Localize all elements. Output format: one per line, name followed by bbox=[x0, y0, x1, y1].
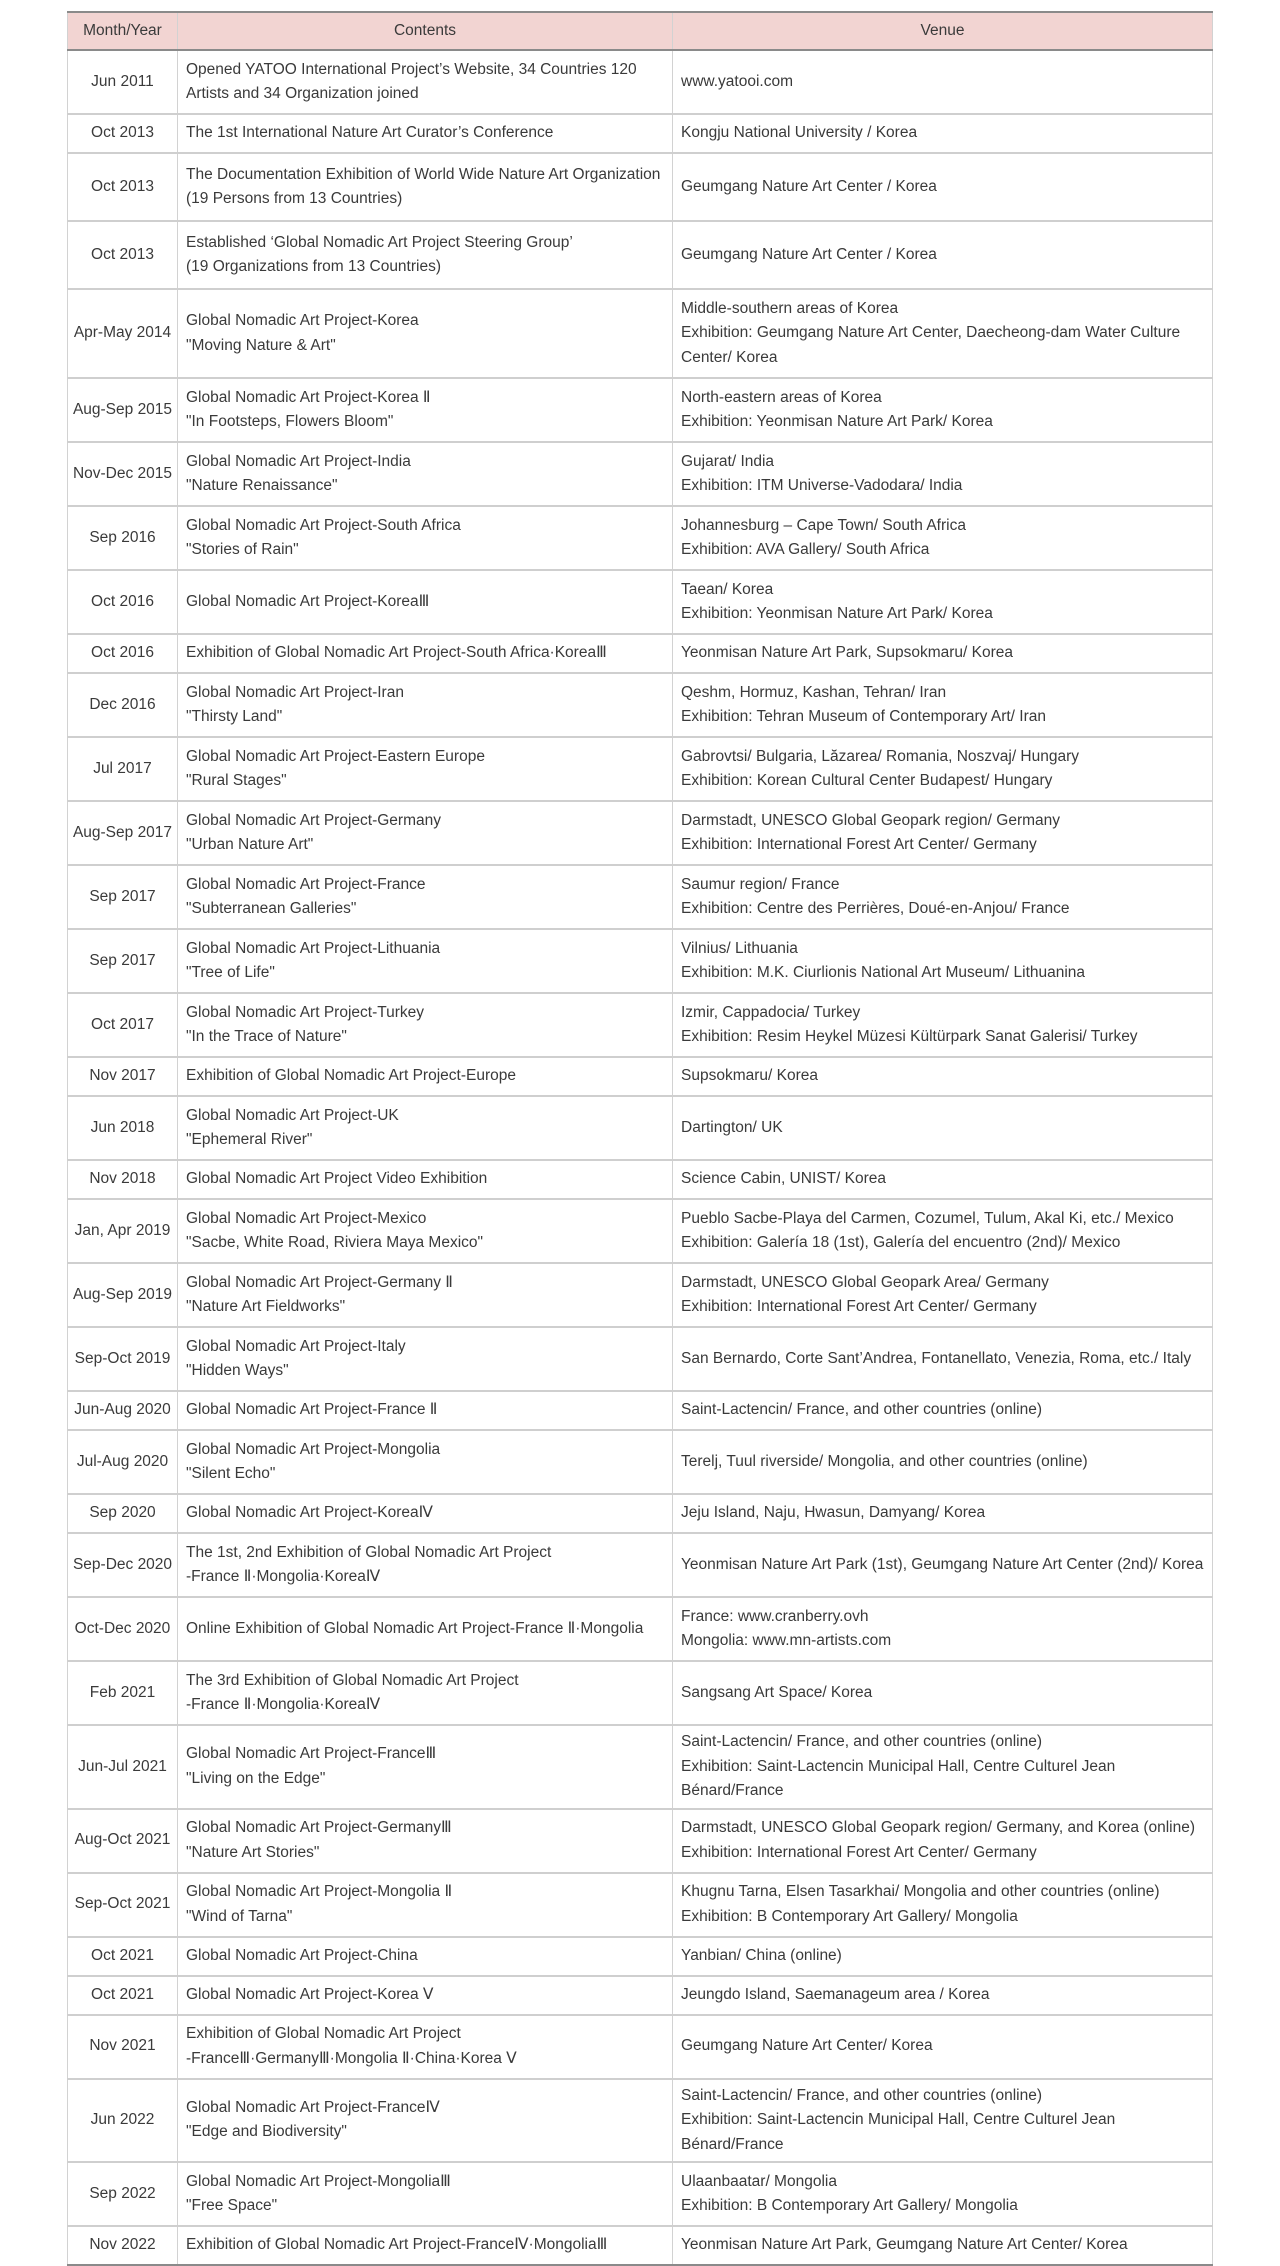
table-row bbox=[68, 737, 1213, 801]
timeline-table bbox=[67, 11, 1213, 2266]
cell-venue: Geumgang Nature Art Center/ Korea bbox=[673, 2015, 1213, 2079]
cell-contents: Global Nomadic Art Project-Korea "Moving Nature & Art" bbox=[178, 289, 673, 378]
cell-contents: Opened YATOO International Project’s Website, 34 Countries 120 Artists and 34 Organization joined bbox=[178, 50, 673, 114]
table-row bbox=[68, 1661, 1213, 1725]
cell-venue: Darmstadt, UNESCO Global Geopark region/ Germany Exhibition: International Forest Art Center/ Germany bbox=[673, 801, 1213, 865]
cell-contents: Global Nomadic Art Project-Mongolia "Silent Echo" bbox=[178, 1430, 673, 1494]
cell-date: Sep 2017 bbox=[68, 929, 178, 993]
cell-contents: Global Nomadic Art Project-Korea Ⅴ bbox=[178, 1976, 673, 2015]
cell-date: Sep 2020 bbox=[68, 1494, 178, 1533]
cell-contents: Global Nomadic Art Project-South Africa "Stories of Rain" bbox=[178, 506, 673, 570]
cell-contents: Global Nomadic Art Project-KoreaⅢ bbox=[178, 570, 673, 634]
table-row bbox=[68, 1494, 1213, 1533]
cell-venue: San Bernardo, Corte Sant’Andrea, Fontanellato, Venezia, Roma, etc./ Italy bbox=[673, 1327, 1213, 1391]
table-row bbox=[68, 1057, 1213, 1096]
table-header-row bbox=[68, 12, 1213, 50]
table-row bbox=[68, 289, 1213, 378]
cell-contents: Global Nomadic Art Project-FranceⅢ "Living on the Edge" bbox=[178, 1725, 673, 1809]
cell-contents: Global Nomadic Art Project-Turkey "In the Trace of Nature" bbox=[178, 993, 673, 1057]
cell-contents: Global Nomadic Art Project-India "Nature Renaissance" bbox=[178, 442, 673, 506]
table-row bbox=[68, 1533, 1213, 1597]
cell-contents: Global Nomadic Art Project-China bbox=[178, 1937, 673, 1976]
table-row bbox=[68, 634, 1213, 673]
cell-date: Aug-Sep 2015 bbox=[68, 378, 178, 442]
cell-date: Jun 2022 bbox=[68, 2079, 178, 2163]
cell-contents: Exhibition of Global Nomadic Art Project -FranceⅢ·GermanyⅢ·Mongolia Ⅱ·China·Korea Ⅴ bbox=[178, 2015, 673, 2079]
table-row bbox=[68, 1160, 1213, 1199]
cell-date: Jul 2017 bbox=[68, 737, 178, 801]
table-row bbox=[68, 1976, 1213, 2015]
cell-venue: Yanbian/ China (online) bbox=[673, 1937, 1213, 1976]
cell-contents: Global Nomadic Art Project-MongoliaⅢ "Free Space" bbox=[178, 2162, 673, 2226]
cell-date: Jun 2011 bbox=[68, 50, 178, 114]
cell-contents: Online Exhibition of Global Nomadic Art Project-France Ⅱ·Mongolia bbox=[178, 1597, 673, 1661]
cell-venue: Khugnu Tarna, Elsen Tasarkhai/ Mongolia and other countries (online) Exhibition: B Contemporary Art Gallery/ Mongolia bbox=[673, 1873, 1213, 1937]
timeline-table-container bbox=[67, 11, 1212, 2266]
table-row bbox=[68, 2015, 1213, 2079]
cell-contents: Global Nomadic Art Project-UK "Ephemeral River" bbox=[178, 1096, 673, 1160]
cell-date: Oct 2021 bbox=[68, 1976, 178, 2015]
table-body bbox=[68, 50, 1213, 2265]
cell-venue: Saint-Lactencin/ France, and other countries (online) Exhibition: Saint-Lactencin Municipal Hall, Centre Culturel Jean Bénard/France bbox=[673, 1725, 1213, 1809]
cell-contents: Global Nomadic Art Project-GermanyⅢ "Nature Art Stories" bbox=[178, 1809, 673, 1873]
table-row bbox=[68, 1263, 1213, 1327]
cell-venue: Kongju National University / Korea bbox=[673, 114, 1213, 153]
table-row bbox=[68, 1391, 1213, 1430]
cell-date: Nov 2018 bbox=[68, 1160, 178, 1199]
cell-contents: Global Nomadic Art Project-Eastern Europe "Rural Stages" bbox=[178, 737, 673, 801]
header-month-year: Month/Year bbox=[68, 12, 178, 50]
cell-venue: Saint-Lactencin/ France, and other countries (online) Exhibition: Saint-Lactencin Municipal Hall, Centre Culturel Jean Bénard/France bbox=[673, 2079, 1213, 2163]
cell-venue: Darmstadt, UNESCO Global Geopark Area/ Germany Exhibition: International Forest Art Center/ Germany bbox=[673, 1263, 1213, 1327]
table-row bbox=[68, 1430, 1213, 1494]
table-row bbox=[68, 1199, 1213, 1263]
table-row bbox=[68, 865, 1213, 929]
cell-date: Jul-Aug 2020 bbox=[68, 1430, 178, 1494]
cell-date: Jun-Jul 2021 bbox=[68, 1725, 178, 1809]
cell-date: Dec 2016 bbox=[68, 673, 178, 737]
cell-contents: Global Nomadic Art Project Video Exhibition bbox=[178, 1160, 673, 1199]
cell-date: Sep-Oct 2021 bbox=[68, 1873, 178, 1937]
cell-date: Oct-Dec 2020 bbox=[68, 1597, 178, 1661]
cell-date: Apr-May 2014 bbox=[68, 289, 178, 378]
cell-venue: Yeonmisan Nature Art Park, Geumgang Nature Art Center/ Korea bbox=[673, 2226, 1213, 2265]
cell-contents: Exhibition of Global Nomadic Art Project-Europe bbox=[178, 1057, 673, 1096]
cell-date: Sep 2016 bbox=[68, 506, 178, 570]
header-contents: Contents bbox=[178, 12, 673, 50]
cell-venue: Yeonmisan Nature Art Park (1st), Geumgang Nature Art Center (2nd)/ Korea bbox=[673, 1533, 1213, 1597]
table-row bbox=[68, 2226, 1213, 2265]
table-row bbox=[68, 1809, 1213, 1873]
cell-venue: Jeju Island, Naju, Hwasun, Damyang/ Korea bbox=[673, 1494, 1213, 1533]
table-row bbox=[68, 570, 1213, 634]
cell-venue: Terelj, Tuul riverside/ Mongolia, and other countries (online) bbox=[673, 1430, 1213, 1494]
cell-venue: Saumur region/ France Exhibition: Centre des Perrières, Doué-en-Anjou/ France bbox=[673, 865, 1213, 929]
table-row bbox=[68, 153, 1213, 221]
cell-venue: Pueblo Sacbe-Playa del Carmen, Cozumel, Tulum, Akal Ki, etc./ Mexico Exhibition: Galería 18 (1st), Galería del encuentro (2nd)/ Mexico bbox=[673, 1199, 1213, 1263]
cell-venue: Ulaanbaatar/ Mongolia Exhibition: B Contemporary Art Gallery/ Mongolia bbox=[673, 2162, 1213, 2226]
table-row bbox=[68, 801, 1213, 865]
table-row bbox=[68, 2079, 1213, 2163]
cell-venue: Dartington/ UK bbox=[673, 1096, 1213, 1160]
cell-date: Oct 2016 bbox=[68, 570, 178, 634]
cell-venue: Darmstadt, UNESCO Global Geopark region/ Germany, and Korea (online) Exhibition: International Forest Art Center/ Germany bbox=[673, 1809, 1213, 1873]
table-row bbox=[68, 506, 1213, 570]
cell-contents: Global Nomadic Art Project-Lithuania "Tree of Life" bbox=[178, 929, 673, 993]
cell-contents: Global Nomadic Art Project-Iran "Thirsty Land" bbox=[178, 673, 673, 737]
cell-venue: Gujarat/ India Exhibition: ITM Universe-Vadodara/ India bbox=[673, 442, 1213, 506]
cell-venue: www.yatooi.com bbox=[673, 50, 1213, 114]
table-row bbox=[68, 1327, 1213, 1391]
cell-date: Aug-Oct 2021 bbox=[68, 1809, 178, 1873]
table-row bbox=[68, 993, 1213, 1057]
cell-contents: Established ‘Global Nomadic Art Project Steering Group’ (19 Organizations from 13 Countries) bbox=[178, 221, 673, 289]
table-row bbox=[68, 1937, 1213, 1976]
cell-date: Feb 2021 bbox=[68, 1661, 178, 1725]
cell-date: Oct 2016 bbox=[68, 634, 178, 673]
table-row bbox=[68, 221, 1213, 289]
cell-contents: Global Nomadic Art Project-France "Subterranean Galleries" bbox=[178, 865, 673, 929]
cell-date: Oct 2013 bbox=[68, 221, 178, 289]
cell-date: Sep-Dec 2020 bbox=[68, 1533, 178, 1597]
cell-contents: Global Nomadic Art Project-Korea Ⅱ "In Footsteps, Flowers Bloom" bbox=[178, 378, 673, 442]
cell-contents: Global Nomadic Art Project-France Ⅱ bbox=[178, 1391, 673, 1430]
cell-date: Sep-Oct 2019 bbox=[68, 1327, 178, 1391]
cell-venue: Taean/ Korea Exhibition: Yeonmisan Nature Art Park/ Korea bbox=[673, 570, 1213, 634]
table-row bbox=[68, 442, 1213, 506]
cell-date: Aug-Sep 2019 bbox=[68, 1263, 178, 1327]
cell-venue: Science Cabin, UNIST/ Korea bbox=[673, 1160, 1213, 1199]
cell-date: Nov 2021 bbox=[68, 2015, 178, 2079]
cell-contents: Global Nomadic Art Project-FranceⅣ "Edge and Biodiversity" bbox=[178, 2079, 673, 2163]
cell-date: Aug-Sep 2017 bbox=[68, 801, 178, 865]
cell-contents: Global Nomadic Art Project-Mongolia Ⅱ "Wind of Tarna" bbox=[178, 1873, 673, 1937]
table-row bbox=[68, 1597, 1213, 1661]
cell-date: Nov 2022 bbox=[68, 2226, 178, 2265]
cell-date: Nov 2017 bbox=[68, 1057, 178, 1096]
cell-venue: North-eastern areas of Korea Exhibition: Yeonmisan Nature Art Park/ Korea bbox=[673, 378, 1213, 442]
table-row bbox=[68, 114, 1213, 153]
cell-venue: Yeonmisan Nature Art Park, Supsokmaru/ Korea bbox=[673, 634, 1213, 673]
cell-contents: Exhibition of Global Nomadic Art Project-South Africa·KoreaⅢ bbox=[178, 634, 673, 673]
header-venue: Venue bbox=[673, 12, 1213, 50]
cell-venue: Middle-southern areas of Korea Exhibition: Geumgang Nature Art Center, Daecheong-dam Water Culture Center/ Korea bbox=[673, 289, 1213, 378]
cell-venue: France: www.cranberry.ovh Mongolia: www.mn-artists.com bbox=[673, 1597, 1213, 1661]
cell-date: Sep 2017 bbox=[68, 865, 178, 929]
cell-date: Oct 2021 bbox=[68, 1937, 178, 1976]
cell-date: Sep 2022 bbox=[68, 2162, 178, 2226]
cell-contents: The 1st, 2nd Exhibition of Global Nomadic Art Project -France Ⅱ·Mongolia·KoreaⅣ bbox=[178, 1533, 673, 1597]
table-row bbox=[68, 378, 1213, 442]
cell-contents: The 1st International Nature Art Curator’s Conference bbox=[178, 114, 673, 153]
cell-date: Jan, Apr 2019 bbox=[68, 1199, 178, 1263]
table-row bbox=[68, 929, 1213, 993]
cell-contents: The Documentation Exhibition of World Wide Nature Art Organization (19 Persons from 13 Countries) bbox=[178, 153, 673, 221]
cell-venue: Vilnius/ Lithuania Exhibition: M.K. Ciurlionis National Art Museum/ Lithuanina bbox=[673, 929, 1213, 993]
cell-date: Oct 2017 bbox=[68, 993, 178, 1057]
cell-venue: Johannesburg – Cape Town/ South Africa Exhibition: AVA Gallery/ South Africa bbox=[673, 506, 1213, 570]
cell-contents: Global Nomadic Art Project-KoreaⅣ bbox=[178, 1494, 673, 1533]
cell-contents: Global Nomadic Art Project-Italy "Hidden Ways" bbox=[178, 1327, 673, 1391]
cell-venue: Gabrovtsi/ Bulgaria, Lăzarea/ Romania, Noszvaj/ Hungary Exhibition: Korean Cultural Center Budapest/ Hungary bbox=[673, 737, 1213, 801]
cell-venue: Geumgang Nature Art Center / Korea bbox=[673, 221, 1213, 289]
cell-date: Nov-Dec 2015 bbox=[68, 442, 178, 506]
cell-contents: Global Nomadic Art Project-Germany "Urban Nature Art" bbox=[178, 801, 673, 865]
cell-venue: Supsokmaru/ Korea bbox=[673, 1057, 1213, 1096]
table-row bbox=[68, 1725, 1213, 1809]
cell-date: Jun 2018 bbox=[68, 1096, 178, 1160]
cell-date: Jun-Aug 2020 bbox=[68, 1391, 178, 1430]
cell-contents: The 3rd Exhibition of Global Nomadic Art Project -France Ⅱ·Mongolia·KoreaⅣ bbox=[178, 1661, 673, 1725]
cell-date: Oct 2013 bbox=[68, 153, 178, 221]
cell-venue: Sangsang Art Space/ Korea bbox=[673, 1661, 1213, 1725]
cell-venue: Geumgang Nature Art Center / Korea bbox=[673, 153, 1213, 221]
table-row bbox=[68, 1873, 1213, 1937]
table-row bbox=[68, 673, 1213, 737]
cell-venue: Saint-Lactencin/ France, and other countries (online) bbox=[673, 1391, 1213, 1430]
table-row bbox=[68, 2162, 1213, 2226]
cell-date: Oct 2013 bbox=[68, 114, 178, 153]
table-row bbox=[68, 50, 1213, 114]
cell-contents: Global Nomadic Art Project-Mexico "Sacbe, White Road, Riviera Maya Mexico" bbox=[178, 1199, 673, 1263]
table-row bbox=[68, 1096, 1213, 1160]
cell-venue: Izmir, Cappadocia/ Turkey Exhibition: Resim Heykel Müzesi Kültürpark Sanat Galerisi/ Turkey bbox=[673, 993, 1213, 1057]
cell-contents: Exhibition of Global Nomadic Art Project-FranceⅣ·MongoliaⅢ bbox=[178, 2226, 673, 2265]
cell-contents: Global Nomadic Art Project-Germany Ⅱ "Nature Art Fieldworks" bbox=[178, 1263, 673, 1327]
cell-venue: Jeungdo Island, Saemanageum area / Korea bbox=[673, 1976, 1213, 2015]
cell-venue: Qeshm, Hormuz, Kashan, Tehran/ Iran Exhibition: Tehran Museum of Contemporary Art/ Iran bbox=[673, 673, 1213, 737]
